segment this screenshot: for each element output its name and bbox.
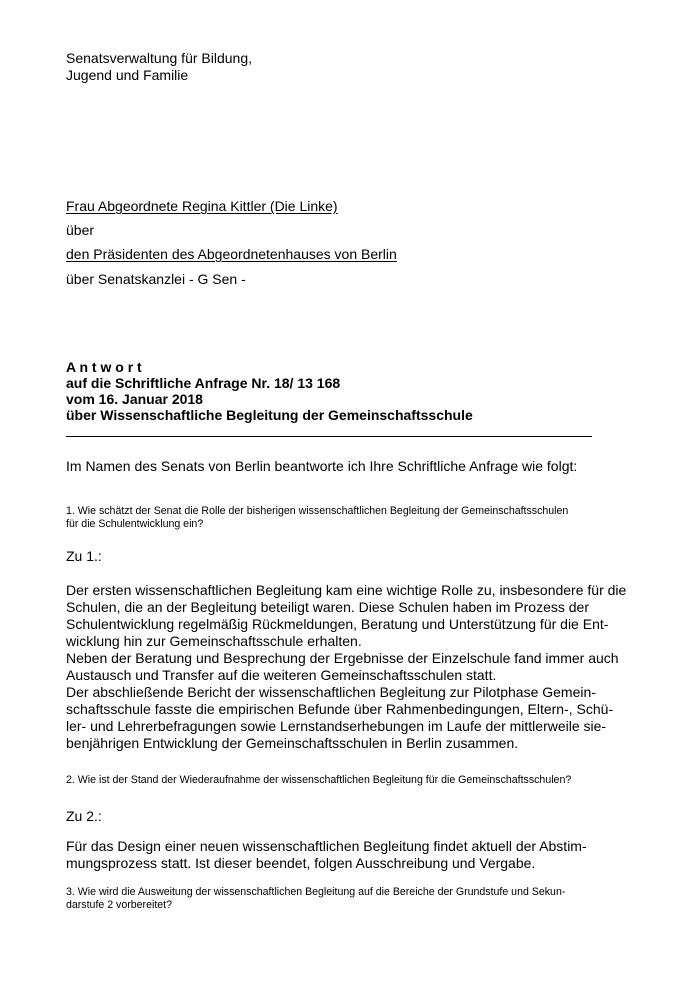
question-1-line: 1. Wie schätzt der Senat die Rolle der bisherigen wissenschaftlichen Begleitung der Gemeinschaftsschulen bbox=[66, 505, 569, 517]
answer-1-line: Austausch und Transfer auf die weiteren Gemeinschaftsschulen statt. bbox=[66, 667, 497, 683]
question-3-line: 3. Wie wird die Ausweitung der wissenschaftlichen Begleitung auf die Bereiche der Grundstufe und Sekun- bbox=[66, 886, 566, 898]
answer-1-line: ler- und Lehrerbefragungen sowie Lernstandserhebungen im Laufe der mittlerweile sie- bbox=[66, 718, 607, 734]
question-2-line: 2. Wie ist der Stand der Wiederaufnahme der wissenschaftlichen Begleitung für die Gemeinschaftsschulen? bbox=[66, 774, 572, 786]
answer-1-line: benjährigen Entwicklung der Gemeinschaftsschulen in Berlin zusammen. bbox=[66, 735, 519, 751]
answer-1-label: Zu 1.: bbox=[66, 548, 102, 564]
sender-line-1: Senatsverwaltung für Bildung, bbox=[66, 50, 252, 66]
question-2 bbox=[66, 774, 636, 787]
intro-text: Im Namen des Senats von Berlin beantworte ich Ihre Schriftliche Anfrage wie folgt: bbox=[66, 458, 578, 474]
answer-1-line: Schulentwicklung regelmäßig Rückmeldungen, Beratung und Unterstützung für die Ent- bbox=[66, 616, 609, 632]
answer-1-line: schaftsschule fasste die empirischen Befunde über Rahmenbedingungen, Eltern-, Schü- bbox=[66, 701, 614, 717]
inquiry-date: vom 16. Januar 2018 bbox=[66, 391, 203, 407]
inquiry-subject: über Wissenschaftliche Begleitung der Gemeinschaftsschule bbox=[66, 407, 473, 423]
answer-2-text bbox=[66, 838, 636, 872]
question-3 bbox=[66, 886, 636, 912]
question-1-line: für die Schulentwicklung ein? bbox=[66, 518, 204, 530]
sender-line-2: Jugend und Familie bbox=[66, 67, 189, 83]
via-line-1: über bbox=[66, 222, 95, 238]
answer-1-line: Schulen, die an der Begleitung beteiligt waren. Diese Schulen haben im Prozess der bbox=[66, 599, 589, 615]
answer-1-line: Der ersten wissenschaftlichen Begleitung kam eine wichtige Rolle zu, insbesondere für die bbox=[66, 582, 627, 598]
answer-1-line: Neben der Beratung und Besprechung der Ergebnisse der Einzelschule fand immer auch bbox=[66, 650, 619, 666]
answer-2-line: mungsprozess statt. Ist dieser beendet, folgen Ausschreibung und Vergabe. bbox=[66, 855, 536, 871]
question-1 bbox=[66, 505, 636, 531]
answer-2-line: Für das Design einer neuen wissenschaftlichen Begleitung findet aktuell der Abstim- bbox=[66, 838, 587, 854]
recipient-line: Frau Abgeordnete Regina Kittler (Die Linke) bbox=[66, 198, 338, 214]
answer-1-text bbox=[66, 582, 636, 752]
heading-divider bbox=[66, 436, 592, 437]
president-line: den Präsidenten des Abgeordnetenhauses von Berlin bbox=[66, 246, 397, 262]
inquiry-number: auf die Schriftliche Anfrage Nr. 18/ 13 168 bbox=[66, 375, 341, 391]
answer-2-label: Zu 2.: bbox=[66, 808, 102, 824]
answer-1-line: Der abschließende Bericht der wissenschaftlichen Begleitung zur Pilotphase Gemein- bbox=[66, 684, 596, 700]
question-3-line: darstufe 2 vorbereitet? bbox=[66, 899, 172, 911]
via-line-2: über Senatskanzlei - G Sen - bbox=[66, 271, 246, 287]
answer-1-line: wicklung hin zur Gemeinschaftsschule erhalten. bbox=[66, 633, 362, 649]
answer-heading: A n t w o r t bbox=[66, 359, 142, 375]
